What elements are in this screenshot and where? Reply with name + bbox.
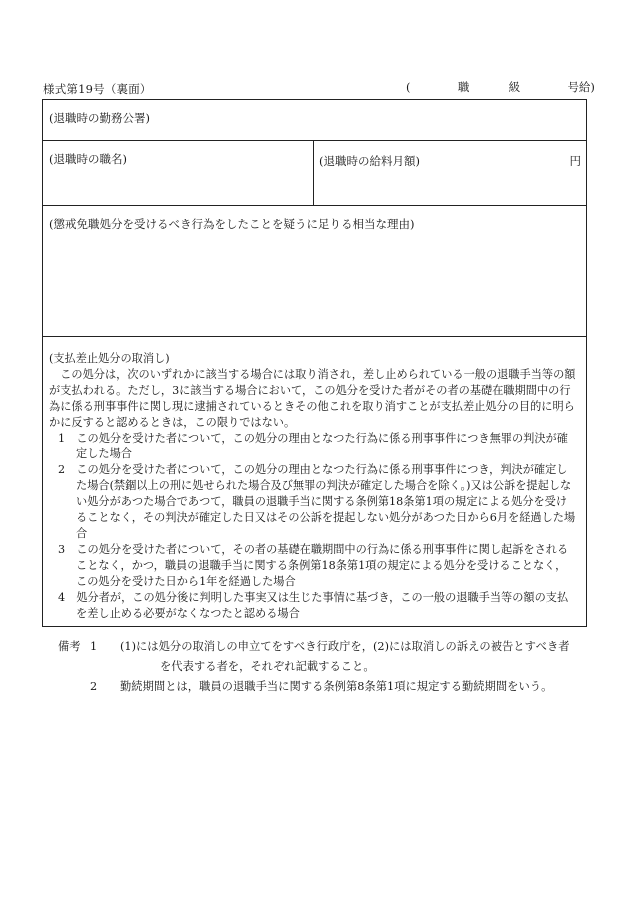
form-table (42, 99, 587, 627)
position-label: (退職時の職名) (49, 152, 127, 166)
cancellation-intro: この処分は，次のいずれかに該当する場合には取り消され，差し止められている一般の退職手当等の額が支払われる。ただし，3に該当する場合において，この処分を受けた者がその者の基礎在職期間中の行為に係る刑事事件に関し現に逮捕されているときその他これを取り消すことが支払差止処分の目的に明らかに反すると認めるときは，この限りではない。 (49, 367, 576, 429)
grade-open: ( (406, 80, 411, 94)
item-number: 1 (58, 431, 66, 445)
note-text: (1)には処分の取消しの申立てをすべき行政庁を，(2)には取消しの訴えの被告とすべき者 (120, 640, 570, 653)
grade-shoku: 職 (457, 80, 470, 94)
item-text: この処分を受けた者について，この処分の理由となつた行為に係る刑事事件につき，判決が確定した場合(禁錮以上の刑に処せられた場合及び無罪の判決が確定した場合を除く。)又は公訴を提起しない処分があつた場合であつて，職員の退職手当に関する条例第18条第1項の規定による処分を受けることなく，その判決が確定した日又はその公訴を提起しない処分があつた日から6月を経過した場合 (76, 463, 576, 540)
note-number: 1 (90, 640, 98, 653)
cancellation-heading: (支払差止処分の取消し) (49, 352, 170, 365)
item-text: この処分を受けた者について，この処分の理由となつた行為に係る刑事事件につき無罪の判決が確定した場合 (76, 431, 568, 461)
item-number: 4 (58, 590, 66, 604)
grade-gokyu: 号給) (567, 80, 595, 94)
notes-label: 備考 (58, 640, 81, 653)
notes-section (58, 637, 578, 697)
reason-row (43, 206, 586, 337)
office-row (43, 100, 586, 141)
item-text: この処分を受けた者について，その者の基礎在職期間中の行為に係る刑事事件に関し起訴をされることなく，かつ，職員の退職手当に関する条例第18条第1項の規定による処分を受けることなく，この処分を受けた日から1年を経過した場合 (76, 542, 569, 588)
item-text: 処分者が，この処分後に判明した事実又は生じた事情に基づき，この一般の退職手当等の額の支払を差し止める必要がなくなつたと認める場合 (76, 590, 569, 620)
note-text: 勤続期間とは，職員の退職手当に関する条例第8条第1項に規定する勤続期間をいう。 (120, 680, 553, 693)
note-item (58, 637, 578, 677)
cancellation-section (49, 351, 576, 621)
grade-field (406, 79, 595, 95)
cell-divider (313, 141, 314, 205)
position-salary-row (43, 141, 586, 206)
salary-unit: 円 (569, 154, 581, 168)
cancellation-item (49, 542, 576, 590)
form-title: 様式第19号（裏面） (43, 82, 152, 96)
note-item (58, 677, 578, 697)
cancellation-row (43, 337, 586, 628)
note-text-continued: を代表する者を，それぞれ記載すること。 (160, 660, 375, 673)
cancellation-item (49, 590, 576, 622)
note-number: 2 (90, 680, 98, 693)
office-label: (退職時の勤務公署) (49, 111, 150, 125)
item-number: 3 (58, 542, 66, 556)
cancellation-item (49, 431, 576, 463)
grade-kyu: 級 (508, 80, 521, 94)
salary-label: (退職時の給料月額) (319, 154, 420, 168)
item-number: 2 (58, 463, 66, 477)
salary-field (319, 153, 581, 169)
cancellation-item (49, 462, 576, 542)
reason-label: (懲戒免職処分を受けるべき行為をしたことを疑うに足りる相当な理由) (49, 217, 415, 231)
